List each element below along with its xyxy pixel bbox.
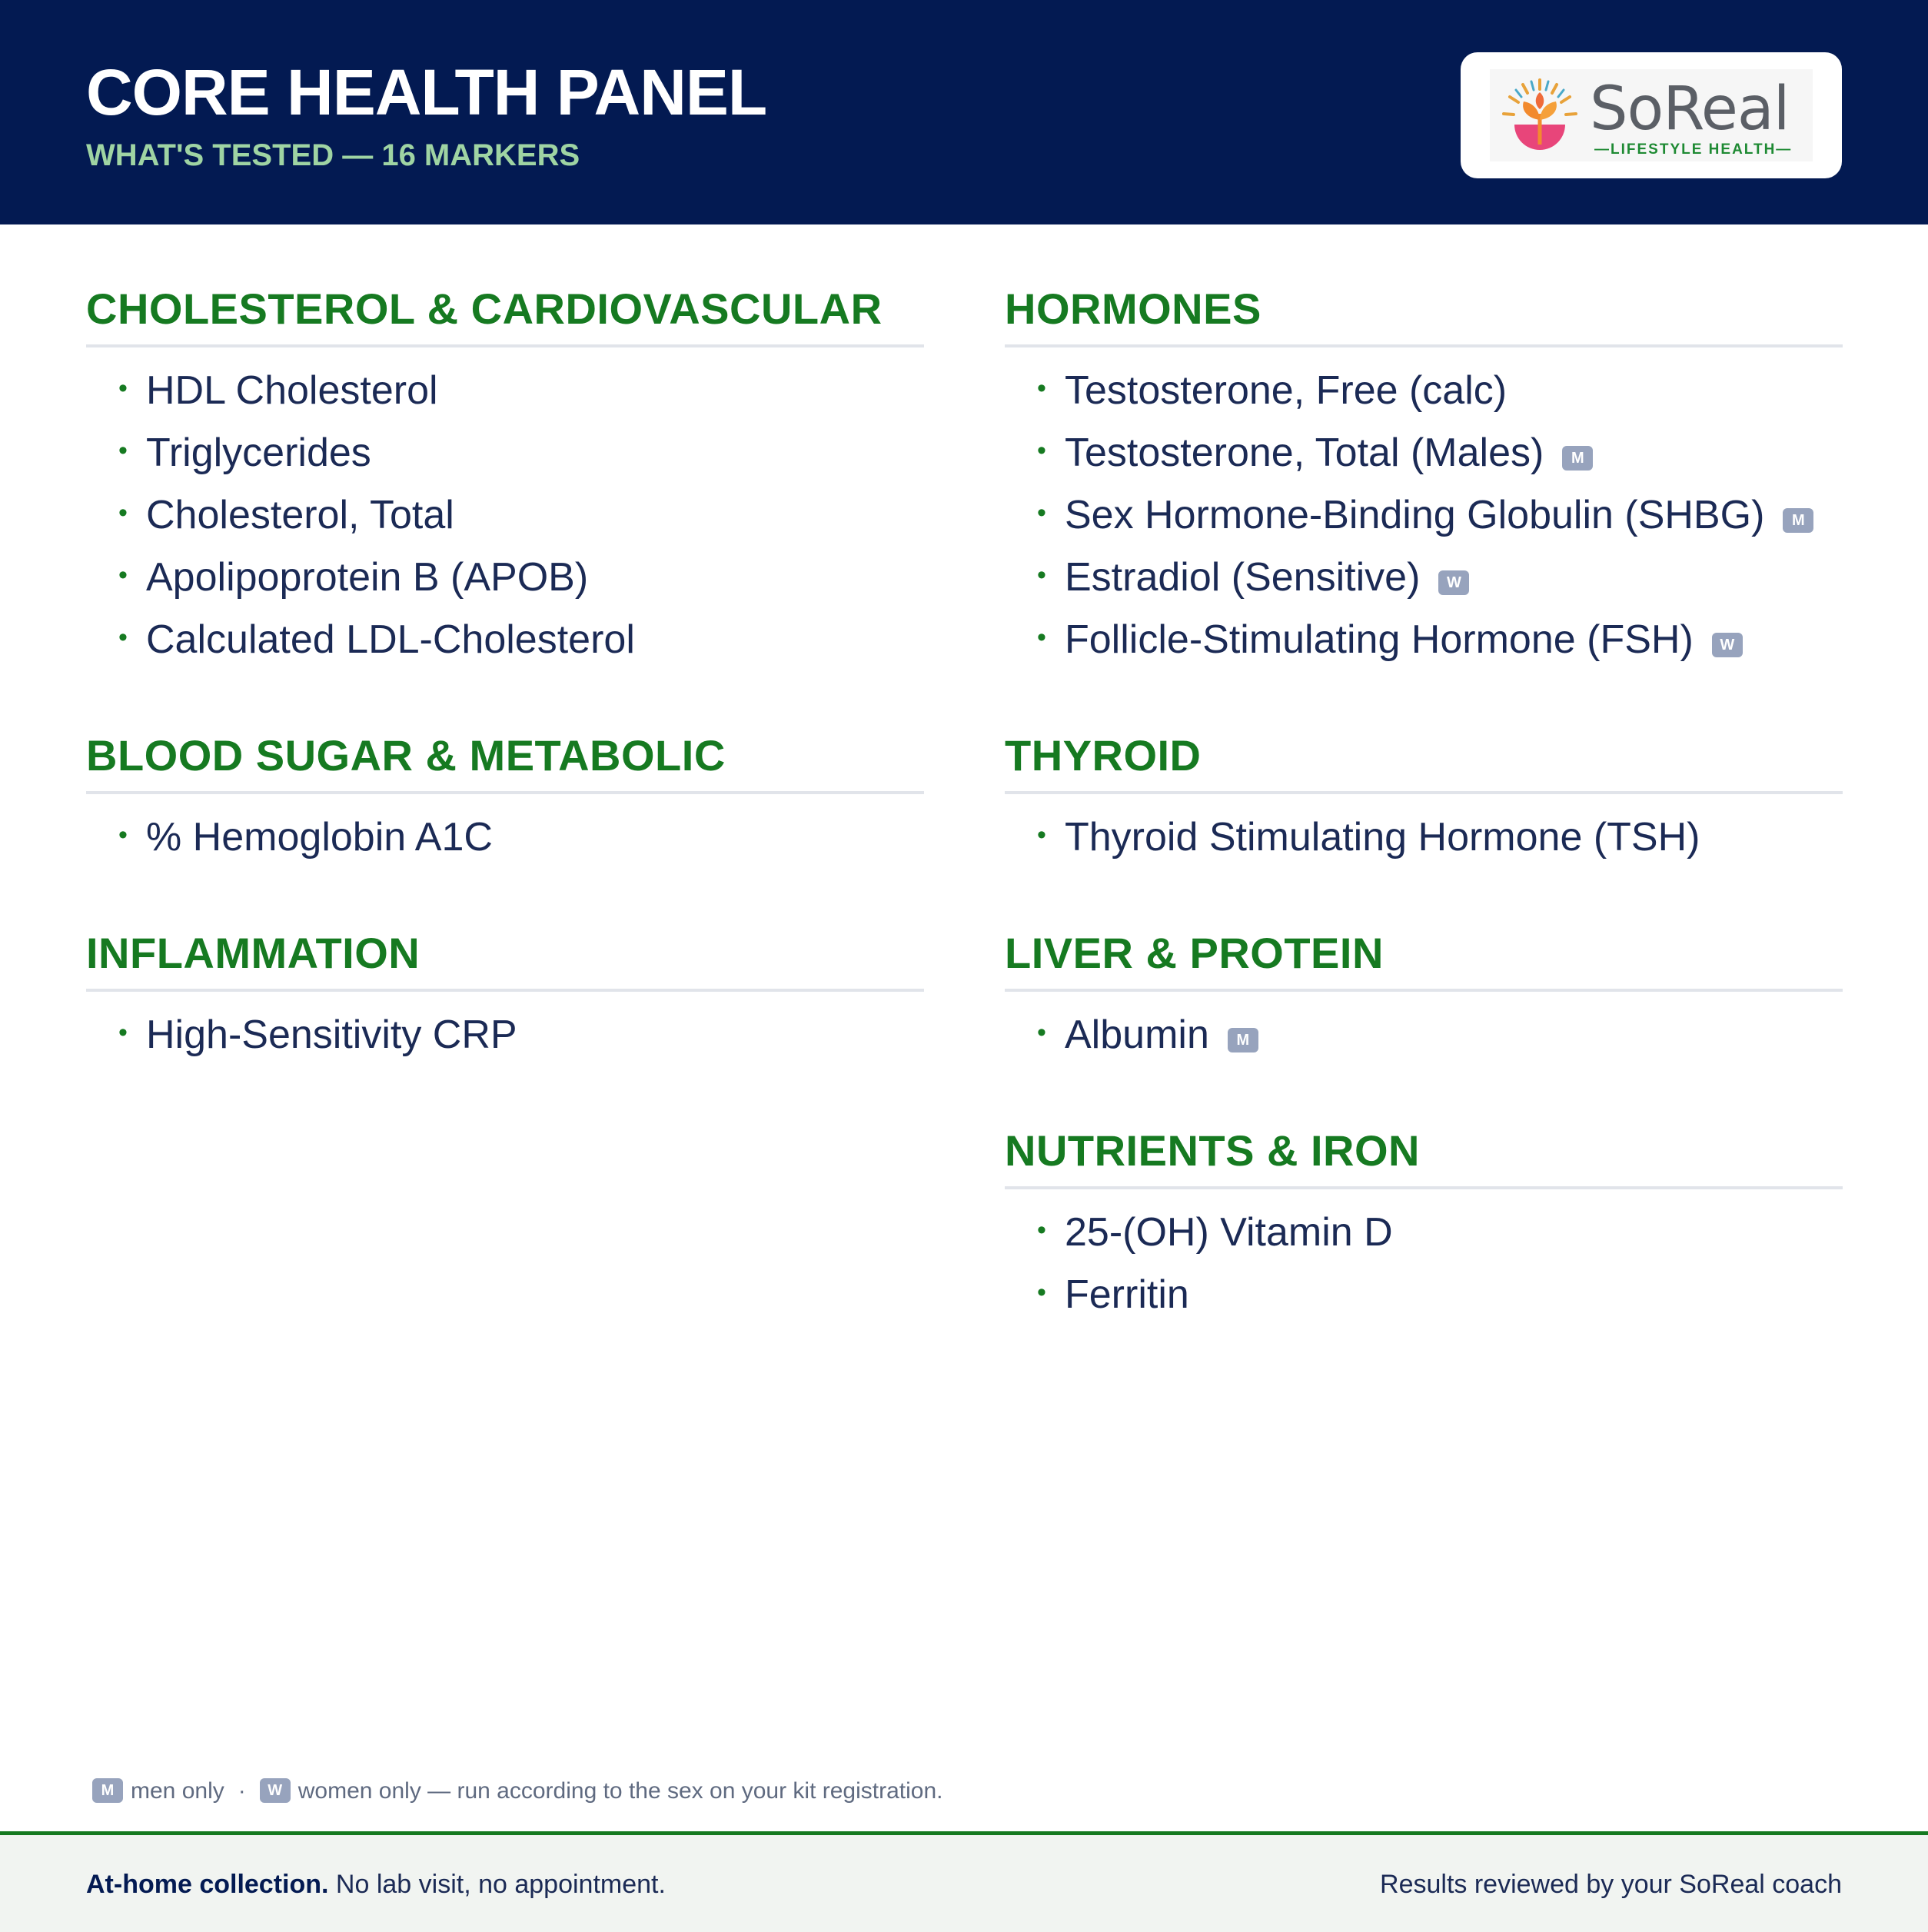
marker-name: Calculated LDL-Cholesterol bbox=[146, 617, 635, 662]
marker-name: Apolipoprotein B (APOB) bbox=[146, 555, 589, 600]
bullet-dot-icon: • bbox=[118, 623, 128, 652]
list-item bbox=[118, 806, 924, 869]
list-item bbox=[118, 1004, 924, 1066]
marker-name: Triglycerides bbox=[146, 431, 371, 475]
bullet-dot-icon: • bbox=[1037, 1278, 1046, 1307]
section-title: NUTRIENTS & IRON bbox=[1005, 1126, 1843, 1189]
bullet-dot-icon: • bbox=[118, 498, 128, 527]
right-column bbox=[1005, 284, 1843, 1386]
section-thyroid bbox=[1005, 731, 1843, 869]
list-item bbox=[118, 609, 924, 671]
bullet-dot-icon: • bbox=[118, 1018, 128, 1047]
list-item bbox=[1037, 422, 1843, 484]
logo-wordmark: SoReal bbox=[1590, 75, 1790, 144]
marker-list bbox=[1005, 347, 1843, 671]
list-item bbox=[118, 422, 924, 484]
section-title: INFLAMMATION bbox=[86, 929, 924, 992]
section-title: THYROID bbox=[1005, 731, 1843, 794]
footer-review-note: Results reviewed by your SoReal coach bbox=[1380, 1870, 1842, 1899]
marker-list bbox=[1005, 794, 1843, 869]
bullet-dot-icon: • bbox=[1037, 820, 1046, 850]
marker-list bbox=[86, 992, 924, 1066]
marker-name: 25-(OH) Vitamin D bbox=[1065, 1210, 1393, 1255]
marker-name: Sex Hormone-Binding Globulin (SHBG) bbox=[1065, 493, 1765, 537]
list-item bbox=[118, 484, 924, 547]
marker-list bbox=[1005, 1189, 1843, 1326]
section-inflammation bbox=[86, 929, 924, 1066]
footer-detail-text: No lab visit, no appointment. bbox=[328, 1870, 666, 1899]
badge-legend bbox=[92, 1776, 942, 1807]
marker-name: Estradiol (Sensitive) bbox=[1065, 555, 1421, 600]
marker-name: Testosterone, Total (Males) bbox=[1065, 431, 1544, 475]
women-only-badge: W bbox=[1712, 633, 1743, 657]
section-liver bbox=[1005, 929, 1843, 1066]
section-title: CHOLESTEROL & CARDIOVASCULAR bbox=[86, 284, 924, 347]
list-item bbox=[1037, 806, 1843, 869]
marker-list bbox=[1005, 992, 1843, 1066]
bullet-dot-icon: • bbox=[1037, 623, 1046, 652]
bullet-dot-icon: • bbox=[118, 374, 128, 403]
section-nutrients bbox=[1005, 1126, 1843, 1326]
legend-men-text: men only bbox=[131, 1778, 224, 1804]
section-title: LIVER & PROTEIN bbox=[1005, 929, 1843, 992]
marker-name: High-Sensitivity CRP bbox=[146, 1013, 517, 1057]
header-banner bbox=[0, 0, 1928, 224]
marker-name: Ferritin bbox=[1065, 1272, 1189, 1317]
bullet-dot-icon: • bbox=[1037, 374, 1046, 403]
page-title: CORE HEALTH PANEL bbox=[86, 56, 767, 128]
list-item bbox=[118, 360, 924, 422]
bullet-dot-icon: • bbox=[1037, 1018, 1046, 1047]
bullet-dot-icon: • bbox=[118, 560, 128, 590]
list-item bbox=[1037, 360, 1843, 422]
men-only-badge: M bbox=[1783, 508, 1813, 533]
marker-name: Follicle-Stimulating Hormone (FSH) bbox=[1065, 617, 1694, 662]
marker-name: HDL Cholesterol bbox=[146, 368, 438, 413]
list-item bbox=[1037, 1264, 1843, 1326]
marker-name: % Hemoglobin A1C bbox=[146, 815, 493, 860]
section-blood-sugar bbox=[86, 731, 924, 869]
bullet-dot-icon: • bbox=[118, 436, 128, 465]
bullet-dot-icon: • bbox=[1037, 560, 1046, 590]
marker-name: Testosterone, Free (calc) bbox=[1065, 368, 1507, 413]
logo-tagline: —LIFESTYLE HEALTH— bbox=[1594, 141, 1793, 158]
footer-bold-text: At-home collection. bbox=[86, 1870, 329, 1899]
list-item bbox=[1037, 1004, 1843, 1066]
bullet-dot-icon: • bbox=[118, 820, 128, 850]
women-only-badge: W bbox=[1438, 570, 1469, 595]
legend-women-text: women only — run according to the sex on your kit registration. bbox=[298, 1778, 943, 1804]
footer-collection-note bbox=[86, 1869, 666, 1900]
logo-card bbox=[1461, 52, 1842, 178]
footer-bar bbox=[0, 1831, 1928, 1932]
list-item bbox=[1037, 609, 1843, 671]
section-cholesterol bbox=[86, 284, 924, 671]
legend-separator: · bbox=[238, 1778, 246, 1804]
men-only-badge: M bbox=[1562, 446, 1593, 471]
marker-name: Cholesterol, Total bbox=[146, 493, 454, 537]
list-item bbox=[1037, 547, 1843, 609]
marker-name: Albumin bbox=[1065, 1013, 1209, 1057]
marker-list bbox=[86, 347, 924, 671]
list-item bbox=[1037, 484, 1843, 547]
list-item bbox=[118, 547, 924, 609]
bullet-dot-icon: • bbox=[1037, 436, 1046, 465]
men-only-badge: M bbox=[92, 1778, 123, 1803]
section-hormones bbox=[1005, 284, 1843, 671]
men-only-badge: M bbox=[1228, 1028, 1258, 1052]
soreal-logo bbox=[1490, 69, 1813, 161]
bullet-dot-icon: • bbox=[1037, 1215, 1046, 1245]
sun-sprout-logo-icon bbox=[1498, 74, 1582, 158]
marker-list bbox=[86, 794, 924, 869]
women-only-badge: W bbox=[260, 1778, 291, 1803]
list-item bbox=[1037, 1202, 1843, 1264]
section-title: HORMONES bbox=[1005, 284, 1843, 347]
bullet-dot-icon: • bbox=[1037, 498, 1046, 527]
page-subtitle: WHAT'S TESTED — 16 MARKERS bbox=[86, 138, 580, 172]
left-column bbox=[86, 284, 924, 1126]
marker-name: Thyroid Stimulating Hormone (TSH) bbox=[1065, 815, 1700, 860]
section-title: BLOOD SUGAR & METABOLIC bbox=[86, 731, 924, 794]
